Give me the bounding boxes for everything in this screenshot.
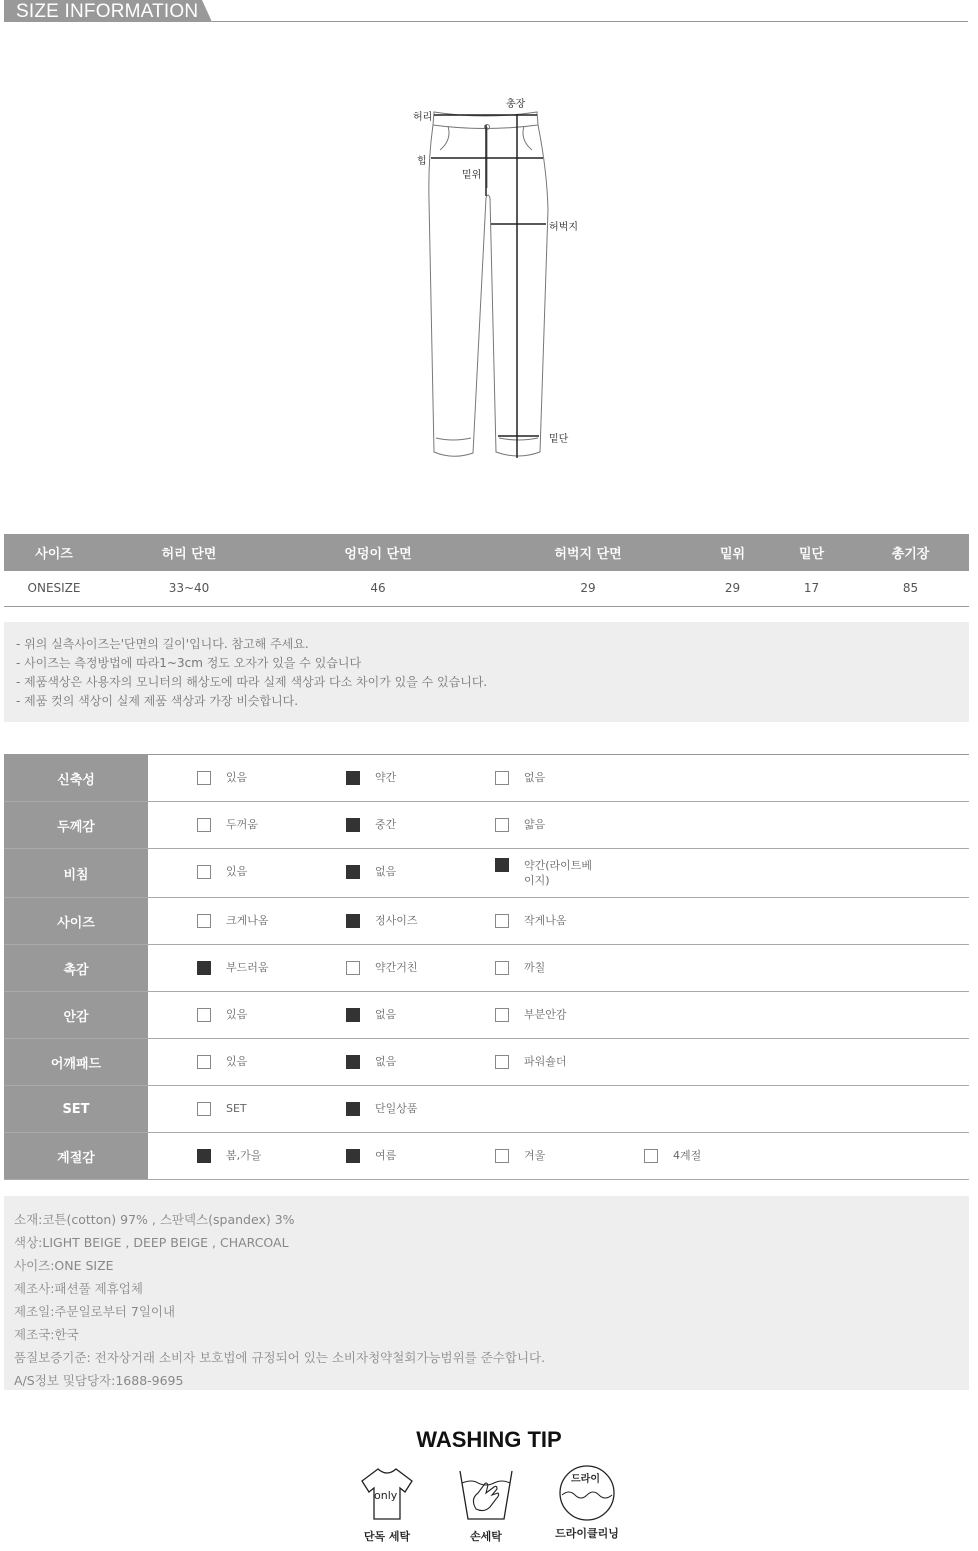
attribute-option — [197, 1008, 247, 1022]
info-line: 사이즈:ONE SIZE — [14, 1258, 114, 1273]
table-cell: 29 — [482, 571, 694, 606]
option-label: 없음 — [524, 771, 546, 784]
attribute-option — [197, 1102, 247, 1116]
size-table-header — [4, 534, 969, 571]
attribute-option — [197, 914, 269, 928]
attribute-row — [4, 755, 969, 802]
empty-checkbox-icon — [197, 865, 211, 879]
attribute-option — [644, 1149, 701, 1163]
option-label: 봄,가을 — [226, 1149, 262, 1162]
option-label: 정사이즈 — [375, 914, 418, 927]
hand-wash-icon — [456, 1465, 516, 1529]
attribute-option — [197, 771, 247, 785]
column-header: 밑단 — [771, 534, 852, 571]
attribute-row — [4, 898, 969, 945]
tshirt-only-icon — [358, 1465, 416, 1527]
table-cell: 29 — [694, 571, 771, 606]
diagram-label-length: 총장 — [506, 99, 526, 110]
info-line: 제조사:패션풀 제휴업체 — [14, 1281, 143, 1296]
section-title: SIZE INFORMATION — [16, 1, 199, 22]
option-label: 여름 — [375, 1149, 397, 1162]
column-header: 총기장 — [852, 534, 969, 571]
option-label: 4계절 — [673, 1149, 702, 1162]
option-label: 약간 — [375, 771, 397, 784]
attribute-row — [4, 1039, 969, 1086]
attribute-row — [4, 992, 969, 1039]
note-line: - 위의 실측사이즈는'단면의 길이'입니다. 참고해 주세요. — [16, 637, 309, 651]
attribute-row — [4, 1086, 969, 1133]
size-table — [4, 534, 969, 607]
option-label: 겨울 — [524, 1149, 546, 1162]
size-notes — [4, 622, 969, 722]
pants-outline-icon — [400, 90, 600, 470]
info-line: A/S정보 및담당자:1688-9695 — [14, 1373, 184, 1388]
checked-box-icon — [346, 914, 360, 928]
empty-checkbox-icon — [495, 771, 509, 785]
dry-clean-icon — [557, 1465, 617, 1529]
section-header — [4, 0, 968, 24]
column-header: 엉덩이 단면 — [274, 534, 482, 571]
attribute-option — [197, 1055, 247, 1069]
diagram-label-waist: 허리 — [413, 112, 433, 123]
table-row — [4, 571, 969, 606]
empty-checkbox-icon — [197, 818, 211, 832]
option-label: 부분안감 — [524, 1008, 567, 1021]
attribute-label: 계절감 — [4, 1133, 148, 1179]
option-label: 부드러움 — [226, 961, 269, 974]
option-label: SET — [226, 1102, 247, 1115]
attribute-option — [346, 1102, 418, 1116]
empty-checkbox-icon — [197, 1102, 211, 1116]
option-label: 파워숄더 — [524, 1055, 567, 1068]
checked-box-icon — [346, 771, 360, 785]
option-label: 작게나옴 — [524, 914, 567, 927]
attribute-option — [197, 1149, 261, 1163]
attribute-row — [4, 1133, 969, 1180]
attribute-option — [495, 1149, 545, 1163]
checked-box-icon — [346, 1149, 360, 1163]
diagram-label-thigh: 허벅지 — [549, 222, 578, 233]
option-label: 단일상품 — [375, 1102, 418, 1115]
empty-checkbox-icon — [197, 914, 211, 928]
column-header: 밑위 — [694, 534, 771, 571]
column-header: 사이즈 — [4, 534, 104, 571]
attribute-label: 사이즈 — [4, 898, 148, 944]
option-label: 있음 — [226, 1008, 248, 1021]
info-line: 색상:LIGHT BEIGE , DEEP BEIGE , CHARCOAL — [14, 1235, 289, 1250]
attribute-row — [4, 802, 969, 849]
attribute-option — [197, 818, 258, 832]
attribute-option — [495, 961, 545, 975]
diagram-label-rise: 밑위 — [462, 170, 482, 181]
empty-checkbox-icon — [495, 818, 509, 832]
attribute-options — [148, 755, 969, 801]
note-line: - 사이즈는 측정방법에 따라1~3cm 정도 오자가 있을 수 있습니다 — [16, 656, 362, 670]
attribute-option — [495, 858, 595, 888]
checked-box-icon — [346, 1102, 360, 1116]
attribute-options — [148, 945, 969, 991]
option-label: 있음 — [226, 1055, 248, 1068]
attribute-options — [148, 849, 969, 897]
attribute-options — [148, 992, 969, 1038]
option-label: 까칠 — [524, 961, 546, 974]
attribute-option — [346, 1055, 396, 1069]
empty-checkbox-icon — [197, 771, 211, 785]
attribute-label: 신축성 — [4, 755, 148, 801]
attribute-options — [148, 802, 969, 848]
attribute-row — [4, 945, 969, 992]
diagram-label-hem: 밑단 — [549, 434, 569, 445]
table-cell: 33~40 — [104, 571, 274, 606]
checked-box-icon — [346, 1008, 360, 1022]
empty-checkbox-icon — [346, 961, 360, 975]
option-label: 약간거친 — [375, 961, 418, 974]
table-cell: ONESIZE — [4, 571, 104, 606]
column-header: 허벅지 단면 — [482, 534, 694, 571]
column-header: 허리 단면 — [104, 534, 274, 571]
info-line: 제조국:한국 — [14, 1327, 79, 1342]
empty-checkbox-icon — [495, 961, 509, 975]
pants-diagram — [400, 90, 600, 470]
option-label: 얇음 — [524, 818, 546, 831]
empty-checkbox-icon — [495, 1008, 509, 1022]
attribute-options — [148, 1086, 969, 1132]
empty-checkbox-icon — [644, 1149, 658, 1163]
attribute-option — [346, 1149, 396, 1163]
attribute-label: 비침 — [4, 849, 148, 897]
tshirt-icon-text: only — [374, 1489, 398, 1502]
attribute-option — [197, 865, 247, 879]
product-info — [4, 1196, 969, 1390]
attribute-label: 안감 — [4, 992, 148, 1038]
attribute-label: 촉감 — [4, 945, 148, 991]
attribute-option — [346, 771, 396, 785]
attribute-option — [197, 961, 269, 975]
option-label: 있음 — [226, 865, 248, 878]
checked-box-icon — [197, 961, 211, 975]
attribute-options — [148, 1039, 969, 1085]
attribute-options — [148, 1133, 969, 1179]
option-label: 약간(라이트베이지) — [524, 859, 593, 887]
info-line: 제조일:주문일로부터 7일이내 — [14, 1304, 176, 1319]
checked-box-icon — [495, 858, 509, 872]
attribute-label: 두께감 — [4, 802, 148, 848]
empty-checkbox-icon — [495, 1149, 509, 1163]
attribute-option — [346, 961, 418, 975]
attribute-option — [346, 1008, 396, 1022]
empty-checkbox-icon — [197, 1055, 211, 1069]
option-label: 없음 — [375, 865, 397, 878]
checked-box-icon — [346, 865, 360, 879]
empty-checkbox-icon — [197, 1008, 211, 1022]
checked-box-icon — [346, 1055, 360, 1069]
wash-label-single: 단독 세탁 — [363, 1530, 411, 1543]
attribute-option — [495, 1008, 567, 1022]
diagram-label-hip: 힙 — [417, 156, 427, 167]
attribute-label: 어깨패드 — [4, 1039, 148, 1085]
attribute-option — [346, 865, 396, 879]
note-line: - 제품 컷의 색상이 실제 제품 색상과 가장 비슷합니다. — [16, 694, 299, 708]
attribute-option — [495, 1055, 567, 1069]
header-rule — [212, 21, 968, 22]
product-attributes-table — [4, 754, 969, 1180]
table-cell: 85 — [852, 571, 969, 606]
option-label: 있음 — [226, 771, 248, 784]
attribute-option — [346, 818, 396, 832]
attribute-option — [495, 771, 545, 785]
attribute-options — [148, 898, 969, 944]
note-line: - 제품색상은 사용자의 모니터의 해상도에 따라 실제 색상과 다소 차이가 있을 수 있습니다. — [16, 675, 488, 689]
table-cell: 17 — [771, 571, 852, 606]
attribute-row — [4, 849, 969, 898]
wash-label-dry: 드라이클리닝 — [555, 1527, 619, 1540]
attribute-option — [495, 914, 567, 928]
attribute-option — [495, 818, 545, 832]
info-line: 품질보증기준: 전자상거래 소비자 보호법에 규정되어 있는 소비자청약철회가능범위를 준수합니다. — [14, 1350, 546, 1365]
option-label: 두꺼움 — [226, 818, 258, 831]
attribute-option — [346, 914, 418, 928]
info-line: 소재:코튼(cotton) 97% , 스판덱스(spandex) 3% — [14, 1212, 295, 1227]
table-cell: 46 — [274, 571, 482, 606]
dry-clean-icon-text: 드라이 — [571, 1474, 600, 1485]
washing-tip-title: WASHING TIP — [416, 1427, 562, 1452]
option-label: 없음 — [375, 1055, 397, 1068]
checked-box-icon — [346, 818, 360, 832]
checked-box-icon — [197, 1149, 211, 1163]
empty-checkbox-icon — [495, 914, 509, 928]
option-label: 중간 — [375, 818, 397, 831]
option-label: 없음 — [375, 1008, 397, 1021]
empty-checkbox-icon — [495, 1055, 509, 1069]
option-label: 크게나옴 — [226, 914, 269, 927]
attribute-label: SET — [4, 1086, 148, 1132]
wash-label-hand: 손세탁 — [470, 1530, 502, 1543]
